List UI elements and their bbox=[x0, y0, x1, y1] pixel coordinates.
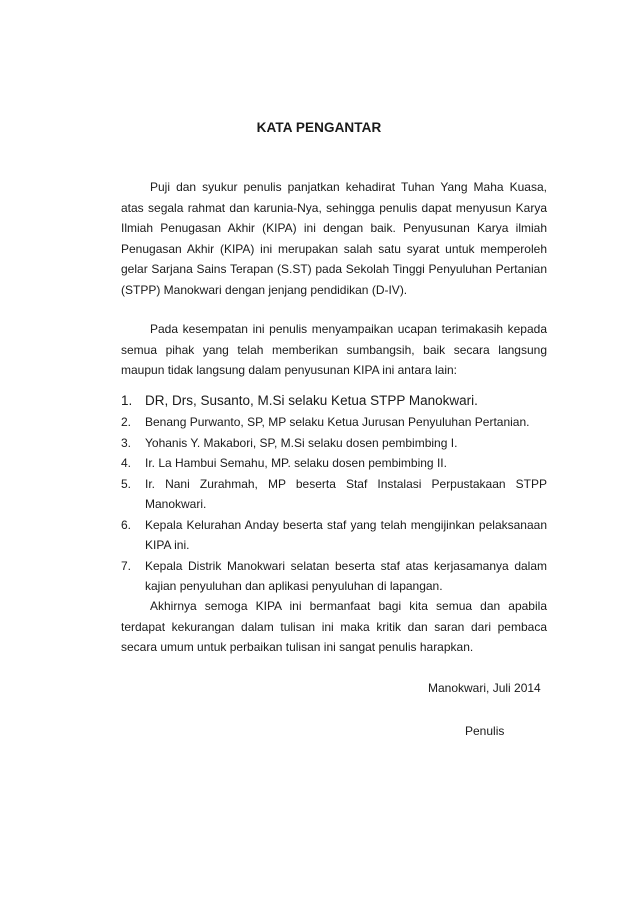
list-item bbox=[121, 389, 547, 412]
list-item-number: 6. bbox=[121, 517, 132, 532]
list-item-number: 3. bbox=[121, 435, 132, 450]
list-item-text: Yohanis Y. Makabori, SP, M.Si selaku dosen pembimbing I. bbox=[145, 435, 458, 450]
list-item bbox=[121, 412, 547, 433]
list-item-text: DR, Drs, Susanto, M.Si selaku Ketua STPP Manokwari. bbox=[145, 393, 478, 408]
list-item bbox=[121, 515, 547, 556]
list-item-number: 7. bbox=[121, 558, 132, 573]
list-item bbox=[121, 474, 547, 515]
list-item-text: Benang Purwanto, SP, MP selaku Ketua Jurusan Penyuluhan Pertanian. bbox=[145, 415, 530, 429]
page-title: KATA PENGANTAR bbox=[256, 120, 382, 135]
list-item-number: 4. bbox=[121, 456, 132, 470]
list-item-text: Kepala Kelurahan Anday beserta staf yang telah mengijinkan pelaksanaan KIPA ini. bbox=[145, 517, 547, 552]
paragraph-intro: Puji dan syukur penulis panjatkan kehadirat Tuhan Yang Maha Kuasa, atas segala rahmat dan karunia-Nya, sehingga penulis dapat menyusun Karya Ilmiah Penugasan Akhir (KIPA) ini dengan baik. Penyusunan Karya ilmiah Penugasan Akhir (KIPA) ini merupakan salah satu syarat untuk memperoleh gelar Sarjana Sains Terapan (S.ST) pada Sekolah Tinggi Penyuluhan Pertanian (STPP) Manokwari dengan jenjang pendidikan (D-IV). bbox=[121, 180, 547, 297]
list-item-number: 5. bbox=[121, 476, 132, 491]
acknowledgement-list bbox=[121, 389, 547, 597]
place-and-date: Manokwari, Juli 2014 bbox=[428, 681, 541, 695]
list-item bbox=[121, 433, 547, 454]
list-item-text: Kepala Distrik Manokwari selatan beserta staf atas kerjasamanya dalam kajian penyuluhan dan aplikasi penyuluhan di lapangan. bbox=[145, 558, 547, 593]
author-signature: Penulis bbox=[465, 724, 505, 738]
list-item bbox=[121, 453, 547, 474]
list-item bbox=[121, 556, 547, 597]
list-item-number: 2. bbox=[121, 415, 132, 429]
paragraph-closing: Akhirnya semoga KIPA ini bermanfaat bagi kita semua dan apabila terdapat kekurangan dalam tulisan ini maka kritik dan saran dari pembaca secara umum untuk perbaikan tulisan ini sangat penulis harapkan. bbox=[121, 599, 547, 654]
list-item-text: Ir. La Hambui Semahu, MP. selaku dosen pembimbing II. bbox=[145, 456, 447, 470]
paragraph-thanks: Pada kesempatan ini penulis menyampaikan ucapan terimakasih kepada semua pihak yang telah memberikan sumbangsih, baik secara langsung maupun tidak langsung dalam penyusunan KIPA ini antara lain: bbox=[121, 322, 547, 377]
list-item-number: 1. bbox=[121, 393, 133, 408]
list-item-text: Ir. Nani Zurahmah, MP beserta Staf Instalasi Perpustakaan STPP Manokwari. bbox=[145, 476, 547, 511]
